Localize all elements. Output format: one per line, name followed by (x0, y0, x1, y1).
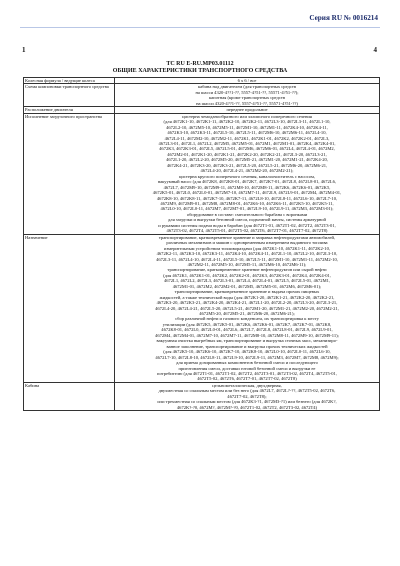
table-row (24, 113, 380, 234)
value-line: 4672K8-01, 4672L0, 4672L0-01, 4672L6, 4672L7, 4672L8, 4672L8-01, 4672L9, 4672L9-01, (161, 327, 333, 333)
value-line: 4672M4, 4672M4-01, 4672M7-10, 4672M7-11, 4672M8-10, 4672M8-11, 4672M9-10, 4672M9-11); (155, 332, 339, 338)
value-line: 4672T3-02, 4672T4, 4672T5-01, 4672T5-02, 4672T6, 4672T7-01, 4672T7-02, 4672T8) (166, 228, 328, 234)
header-divider (20, 27, 380, 28)
value-line: капотная (кроме транспортных средств (209, 95, 285, 101)
value-line: 4672L1, 4672L2, 4672L3, 4672L3-01, 4672L4, 4672L4-01, 4672L5, 4672L5-01, 4672M1, (163, 278, 331, 284)
row-label: Исполнение загрузочного пространства (24, 113, 115, 234)
value-line: 4672T5-02, 4672T6, 4672T7-01, 4672T7-02, 4672T8) (197, 376, 297, 382)
value-line: 4672K8-10, 4672K8-11, 4672K7-10, 4672K7-11, 4672L8-10, 4672L8-11, 4672L6-10, 4672L7-10, (156, 195, 338, 201)
value-line: переднее продольное (226, 107, 268, 113)
value-line: жидкостей, а также технической воды (для 4672K1-20, 4672K1-21, 4672K2-20, 4672K2-21, (159, 294, 335, 300)
value-line: приготовления смеси, доставки готовой бетонной смеси и выгрузки ее (178, 365, 316, 371)
value-line: 6 х 6 / все (237, 78, 257, 83)
value-line: оборудование в составе: смесительного барабана с воронками (186, 211, 308, 217)
value-line: транспортирование, кратковременное хранение и заправка нефтепродуктами автомобилей, (158, 234, 336, 240)
value-line: 4672K?-?0, 4672M?, 4672M?-?0, 4672T1-02, 4672T2, 4672T3-02, 4672T4) (176, 404, 318, 410)
row-value (115, 113, 380, 234)
page-number-left: 1 (22, 46, 26, 54)
value-line: 4672T7-02, 4672T8); (227, 393, 267, 399)
row-label: Колесная формула / ведущие колеса (24, 78, 115, 84)
value-line: 4672L1-20, 4672L2-20, 4672M5-20, 4672M5-21, 4672M1-20, 4672M1-21, 4672K4-20, (166, 157, 328, 163)
row-label: Схема компоновки транспортного средства (24, 84, 115, 107)
value-line: цельнометаллическая, двухдверная, (212, 382, 282, 388)
value-line: транспортирование, кратковременное хранение нефтепродуктов или сырой нефти (167, 267, 327, 273)
value-line: 4672L7, 4672M9-10, 4672M9-11, 4672M8-10, 4672M8-11, 4672K6, 4672K6-01, 4672K5, (163, 184, 331, 190)
value-line: 4672M2-11, 4672M5-10, 4672M5-11, 4672M6-10, 4672M6-11); (187, 261, 307, 267)
value-line: 4672K3-20, 4672K3-21, 4672K4-20, 4672K4-21, 4672L1-20, 4672L2-20, 4672L3-20, 4672L3-21, (156, 300, 338, 306)
value-line: 4672K5-01, 4672L0, 4672L0-01, 4672M7-10, 4672M7-11, 4672L9, 4672L9-01, 4672M4, 4672M4-01, (152, 190, 342, 196)
value-line: сбор различной нефти и газового конденсата, их транспортировка к месту (175, 316, 319, 322)
value-line: 4672L0-10, 4672L0-11, 4672M7, 4672M7-01, 4672L9-10, 4672L9-11, 4672M3, 4672M3-01); (160, 206, 334, 212)
value-line: кабина над двигателем (для транспортных средств (198, 84, 296, 90)
value-line: различных механизмов и машин с одновременным измерением выданного топлива (166, 240, 328, 246)
value-line: 4672K4-21, 4672K3-20, 4672K3-21, 4672L5-20, 4672L5-21, 4672M6-20, 4672M6-21, (166, 162, 328, 168)
value-line: 4672K3, 4672K3-01, 4672L5, 4672L5-01, 4672M6, 4672M6-01, 4672L4, 4672L4-01, 4672M2, (159, 146, 335, 152)
value-line: 4672M5-20, 4672M5-21, 4672M6-20, 4672M6-21); (199, 311, 295, 317)
value-line: или трехместная со спальным местом (для 4672K3-?1, 4672M3-?1) или безнего (для 4672K?, (157, 399, 337, 405)
value-line: 4672L7-10, 4672L8-10, 4672L8-11, 4672L9-10, 4672L9-11, 4672M3, 4672M7, 4672M8, 4672M9); (155, 354, 339, 360)
row-value (115, 382, 380, 410)
value-line: 4672L3-01, 4672L1, 4672L2, 4672M5, 4672M5-01, 4672M1, 4672M1-01, 4672K4, 4672K4-01, (158, 140, 336, 146)
value-line: 4672M1-01, 4672M2, 4672M2-01, 4672M5, 4672M5-01, 4672M6, 4672M6-01); (172, 283, 322, 289)
characteristics-table (23, 77, 380, 411)
row-value (115, 234, 380, 382)
row-label: Назначение (24, 234, 115, 382)
serial-number: Серия RU № 0016214 (309, 14, 378, 22)
table-row (24, 84, 380, 107)
value-line: (для 4672K5-10, 4672K6-10, 4672K7-10, 4672K8-10, 4672L0-10, 4672L0-11, 4672L6-10, (163, 349, 331, 355)
document-number: TC RU E-RU.MP03.01112 (166, 61, 234, 67)
value-line: для загрузки и выгрузки бетонной смеси, подъемной мачты, системы арматурной (167, 217, 326, 223)
value-line: на шасси 4320-4??1-??, 5557-4?51-??, 55571-4?51-??) (196, 100, 298, 106)
value-line: (для 4672K1, 4672K1-01, 4672K2, 4672K2-01, 4672K3, 4672K3-01, 4672K4, 4672K4-01, (163, 272, 331, 278)
value-line: вакуумная очистка выгребных ям, транспортирование и выгрузка сточных масс, механизиро- (156, 338, 338, 344)
value-line: транспортирование, кратковременное хранение и выдача прочих пищевых (174, 289, 320, 295)
value-line: 4672M9, 4672M9-01, 4672M8, 4672M8-01, 4672K6-10, 4672K6-11, 4672K5-10, 4672K5-11, (160, 200, 334, 206)
value-line: 4672M2-01, 4672K1-20, 4672K1-21, 4672K2-20, 4672K2-21, 4672L3-20, 4672L3-21, (167, 151, 327, 157)
value-line: (для 4672K1-10, 4672K1-11, 4672K2-10, 4672K2-11, 4672L3-10, 4672L3-11, 4672L1-10, (163, 119, 331, 125)
value-line: утилизации (для 4672K5, 4672K5-01, 4672K6, 4672K6-01, 4672K7, 4672K7-01, 4672K8, (162, 321, 332, 327)
value-line: 4672L2-10, 4672M5-10, 4672M5-11, 4672M1-10, 4672M1-11, 4672K4-10, 4672K4-11, (166, 124, 328, 130)
value-line: ванное заполнение, транспортирование и выгрузка прочих технических жидкостей (166, 343, 328, 349)
value-line: 4672K2-11, 4672K3-10, 4672K3-11, 4672K4-10, 4672K4-11, 4672L1-10, 4672L2-10, 4672L3-10, (156, 251, 338, 257)
page-number-right: 4 (373, 46, 377, 54)
document-title: ОБЩИЕ ХАРАКТЕРИСТИКИ ТРАНСПОРТНОГО СРЕДСТВА (112, 68, 288, 74)
value-line: 4672L4-20, 4672L4-21, 4672L5-20, 4672L5-21, 4672M1-20, 4672M1-21, 4672M2-20, 4672M2-21, (155, 305, 339, 311)
value-line: цистерна чемоданообразного или эллипсного поперечного сечения (182, 113, 312, 119)
value-line: 4672L3-11, 4672L4-10, 4672L4-11, 4672L5-10, 4672L5-11, 4672M1-10, 4672M1-11, 4672M2-10, (156, 256, 338, 262)
value-line: потребителю (для 4672T1-01, 4672T1-02, 4672T2, 4672T3-01, 4672T3-02, 4672T4, 4672T5-01, (157, 371, 337, 377)
row-label: Кабина (24, 382, 115, 410)
row-value (115, 84, 380, 107)
value-line: цистерна круглого поперечного сечения, каналоочиститель с насосом, (178, 173, 315, 179)
value-line: на шасси 4320-4??1-??, 5557-4?51-??, 55571-4?51-??); (195, 89, 299, 95)
value-line: вакуумный насос (для 4672K8, 4672K8-01, 4672K7, 4672K7-01, 4672L8, 4672L8-01, 4672L6, (157, 179, 336, 185)
value-line: 4672L4-20, 4672L4-21, 4672M2-20, 4672M2-21); (200, 168, 294, 174)
value-line: двухместная со спальным местом или без него (для 4672L7, 4672L?-??, 4672T5-02, 4672T6, (158, 388, 336, 394)
table-row (24, 382, 380, 410)
value-line: 4672K3-10, 4672K3-11, 4672L5-10, 4672L5-11, 4672M6-10, 4672M6-11, 4672L4-10, (167, 130, 327, 136)
value-line: для приема дозированных компонентов бетонной смеси и последующего (176, 360, 318, 366)
value-line: 4672L4-11, 4672M2-10, 4672M2-11, 4672K1, 4672K1-01, 4672K2, 4672K2-01, 4672L3, (164, 135, 330, 141)
value-line: и рукавами системы подачи воды в барабан (для 4672T1-01, 4672T1-02, 4672T2, 4672T3-01, (158, 222, 336, 228)
table-row (24, 234, 380, 382)
value-line: измерительным устройством топливораздачи (для 4672K1-10, 4672K1-11, 4672K2-10, (164, 245, 330, 251)
row-label: Расположение двигателя (24, 107, 115, 113)
